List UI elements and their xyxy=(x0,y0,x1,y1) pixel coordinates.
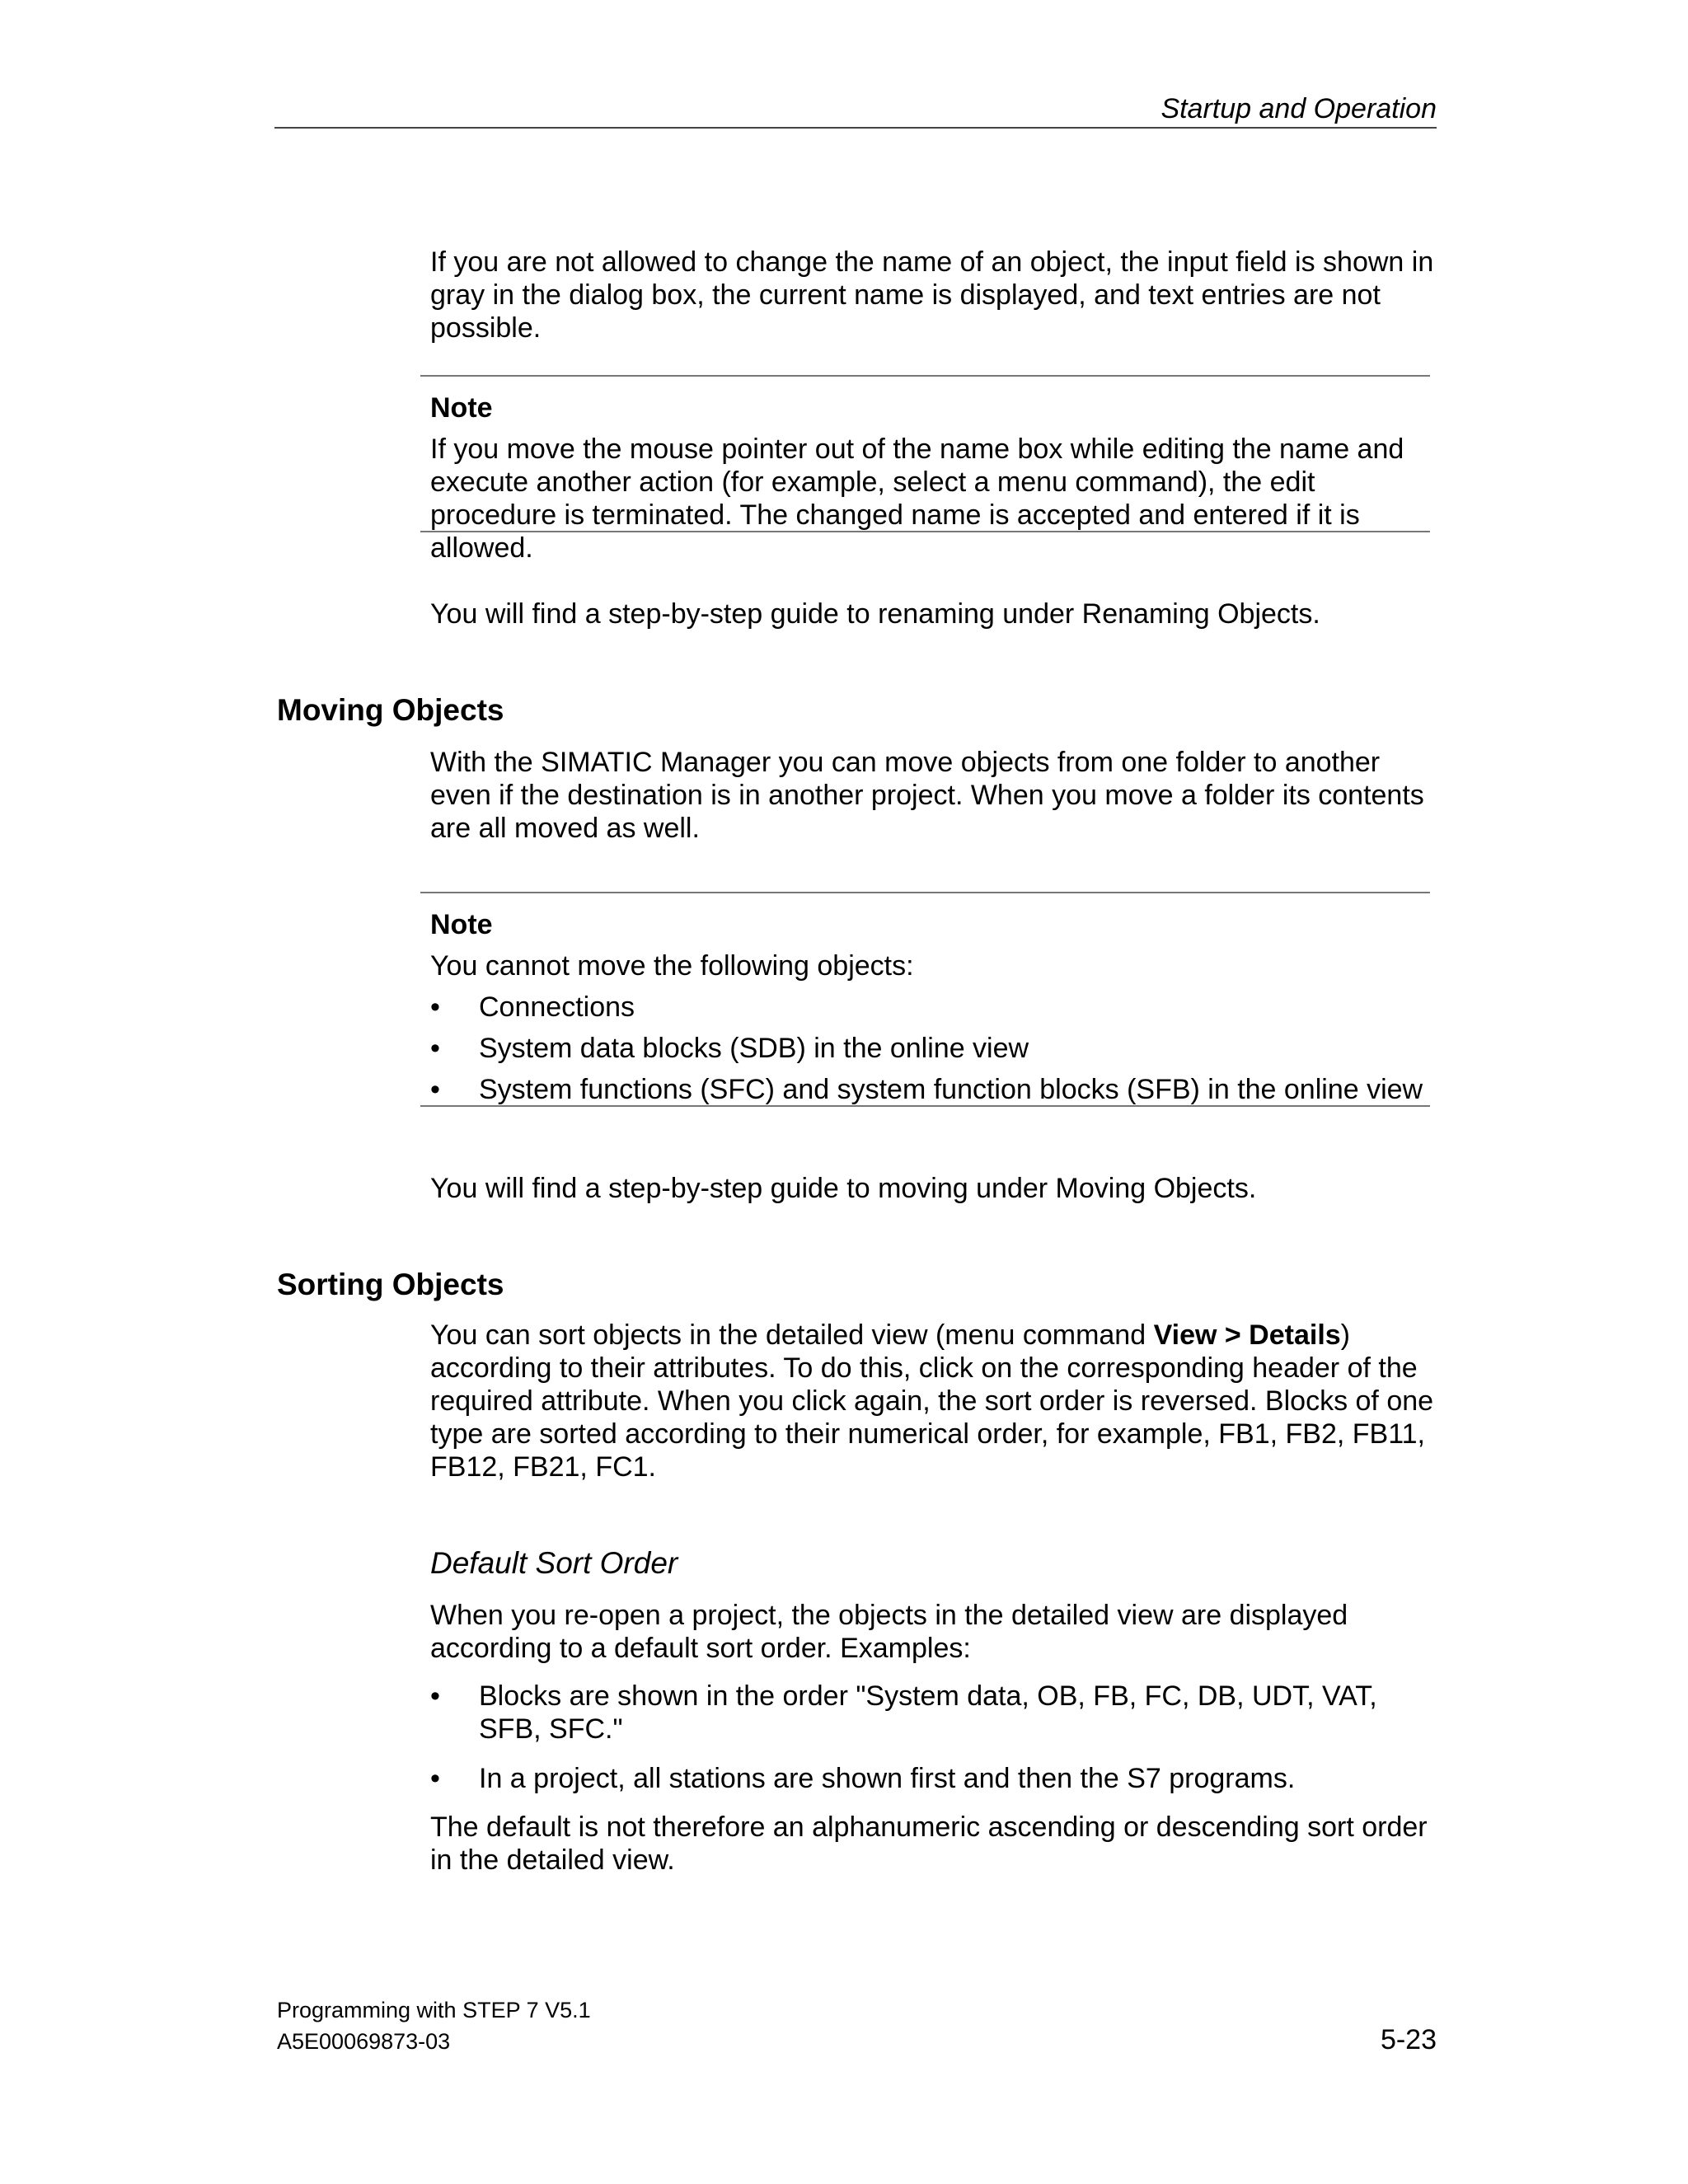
note1-body xyxy=(430,433,1436,565)
moving-paragraph-text: With the SIMATIC Manager you can move objects from one folder to another even if the destination is in another project. When you move a folder its contents are all moved as well. xyxy=(430,747,1424,844)
note2-bottom-rule xyxy=(420,1105,1430,1107)
note2-bullet-text: Connections xyxy=(479,991,635,1023)
bullet-glyph: • xyxy=(430,1763,440,1794)
sorting-text-part1: You can sort objects in the detailed view (menu command xyxy=(430,1319,1154,1351)
note1-top-rule xyxy=(420,375,1430,377)
moving-reference xyxy=(430,1172,1436,1205)
bullet-glyph: • xyxy=(430,991,440,1023)
menu-command-view-details: View > Details xyxy=(1153,1319,1341,1351)
page-number: 5-23 xyxy=(1380,2024,1437,2055)
intro-paragraph-text: If you are not allowed to change the name of an object, the input field is shown in gray in the dialog box, the current name is displayed, and text entries are not possible. xyxy=(430,246,1434,344)
default-sort-paragraph xyxy=(430,1599,1436,1665)
intro-paragraph xyxy=(430,246,1436,344)
note2-title: Note xyxy=(430,909,493,940)
bullet-glyph: • xyxy=(430,1074,440,1105)
sorting-closing-paragraph xyxy=(430,1811,1436,1877)
note2-bullet-text: System functions (SFC) and system function blocks (SFB) in the online view xyxy=(479,1074,1423,1105)
bullet-glyph: • xyxy=(430,1033,440,1064)
moving-objects-heading: Moving Objects xyxy=(277,693,504,727)
note1-body-text: If you move the mouse pointer out of the name box while editing the name and execute another action (for example, select a menu command), the edit procedure is terminated. The changed name is accepted and entered if it is allowed. xyxy=(430,434,1404,564)
sorting-objects-heading: Sorting Objects xyxy=(277,1268,504,1301)
note2-bullet-text: System data blocks (SDB) in the online view xyxy=(479,1033,1029,1064)
note1-bottom-rule xyxy=(420,531,1430,532)
sort-bullet-text: Blocks are shown in the order "System data, OB, FB, FC, DB, UDT, VAT, SFB, SFC." xyxy=(479,1680,1377,1745)
sorting-text-part2: ) according to their attributes. To do this, click on the corresponding header of the required attribute. When you click again, the sort order is reversed. Blocks of one type are sorted according to their numerical order, for example, FB1, FB2, FB11, FB12, FB21, FC1. xyxy=(430,1319,1434,1483)
sorting-paragraph xyxy=(430,1319,1436,1483)
bullet-glyph: • xyxy=(430,1680,440,1712)
running-header-title: Startup and Operation xyxy=(1160,93,1437,124)
renaming-reference xyxy=(430,598,1436,630)
default-sort-paragraph-text: When you re-open a project, the objects in the detailed view are displayed according to a default sort order. Examples: xyxy=(430,1600,1348,1664)
footer-document-id: A5E00069873-03 xyxy=(277,2029,451,2054)
moving-paragraph xyxy=(430,746,1436,845)
note1-title: Note xyxy=(430,392,493,424)
renaming-reference-text: You will find a step-by-step guide to renaming under Renaming Objects. xyxy=(430,598,1320,630)
sort-bullet-text: In a project, all stations are shown first and then the S7 programs. xyxy=(479,1763,1296,1794)
footer-manual-title: Programming with STEP 7 V5.1 xyxy=(277,1998,591,2022)
note2-intro-text: You cannot move the following objects: xyxy=(430,950,914,982)
note2-top-rule xyxy=(420,892,1430,893)
header-rule xyxy=(274,127,1437,129)
sorting-closing-text: The default is not therefore an alphanumeric ascending or descending sort order in the detailed view. xyxy=(430,1811,1428,1876)
moving-reference-text: You will find a step-by-step guide to moving under Moving Objects. xyxy=(430,1173,1257,1204)
default-sort-order-subheading: Default Sort Order xyxy=(430,1546,678,1580)
note2-intro xyxy=(430,949,1436,982)
